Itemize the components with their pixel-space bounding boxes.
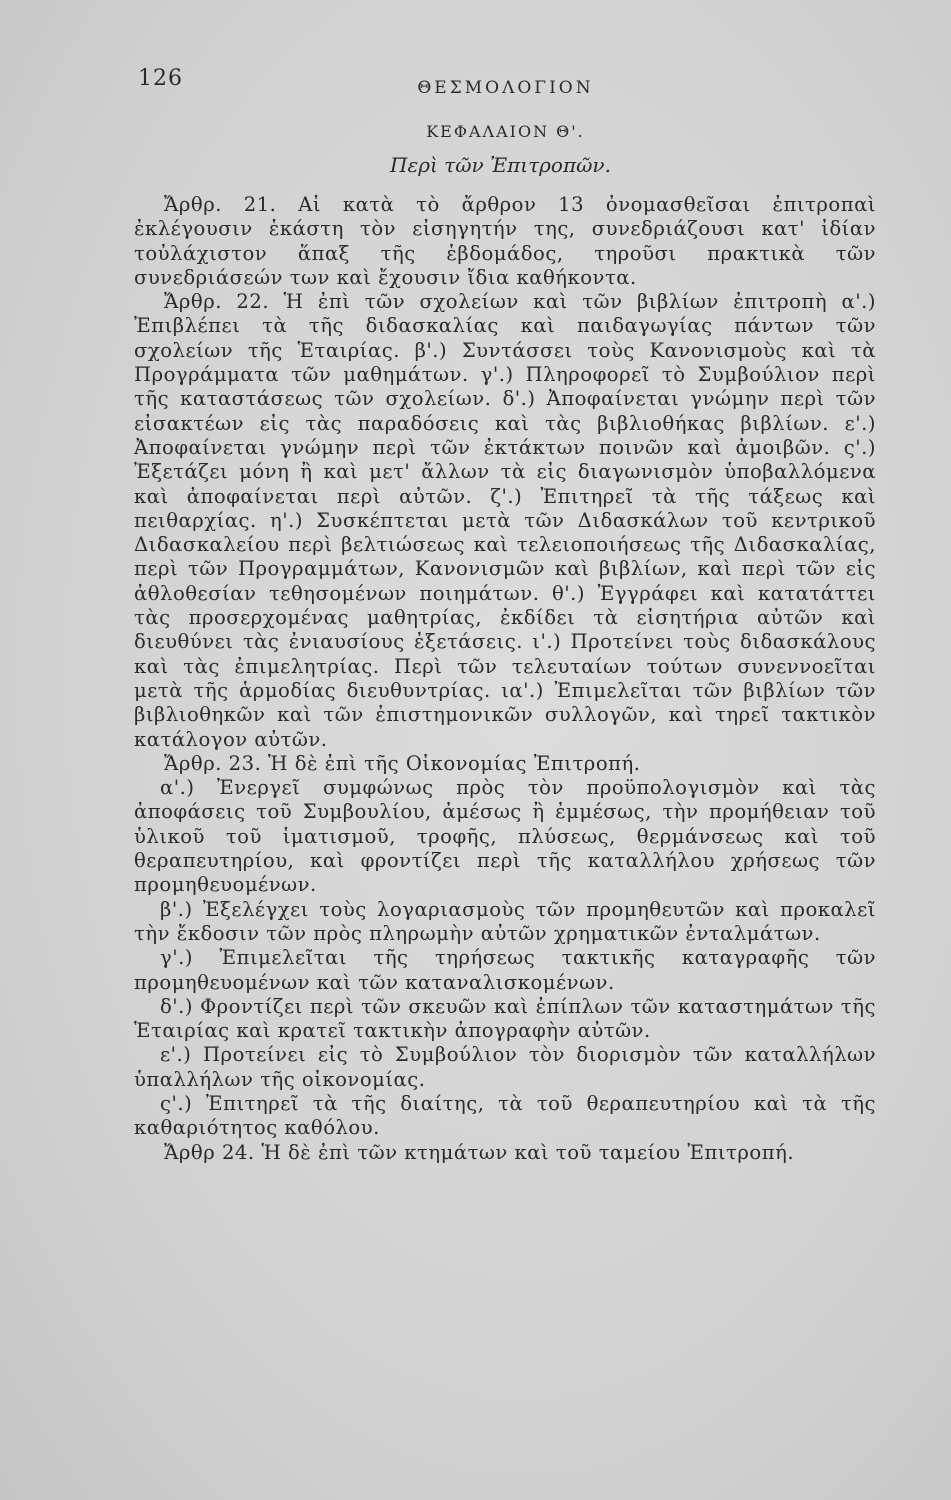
body-text [134,193,876,1165]
article-23-item-b: β'.) Ἐξελέγχει τοὺς λογαριασμοὺς τῶν προμηθευτῶν καὶ προκαλεῖ τὴν ἔκδοσιν τῶν πρὸς πληρωμὴν αὐτῶν χρηματικῶν ἐνταλμάτων. [134,897,876,945]
article-23-item-d: δ'.) Φροντίζει περὶ τῶν σκευῶν καὶ ἐπίπλων τῶν καταστημάτων τῆς Ἑταιρίας καὶ κρατεῖ τακτικὴν ἀπογραφὴν αὐτῶν. [134,994,876,1043]
article-23-item-c: γ'.) Ἐπιμελεῖται τῆς τηρήσεως τακτικῆς καταγραφῆς τῶν προμηθευομένων καὶ τῶν καταναλισκομένων. [134,946,876,994]
chapter-title: ΚΕΦΑΛΑΙΟΝ Θ'. [426,122,585,141]
article-23-item-f: ς'.) Ἐπιτηρεῖ τὰ τῆς διαίτης, τὰ τοῦ θεραπευτηρίου καὶ τὰ τῆς καθαριότητος καθόλου. [134,1091,876,1140]
running-head: ΘΕΣΜΟΛΟΓΙΟΝ [417,78,594,98]
article-22-paragraph: Ἄρθρ. 22. Ἡ ἐπὶ τῶν σχολείων καὶ τῶν βιβλίων ἐπιτροπὴ α'.) Ἐπιβλέπει τὰ τῆς διδασκαλίας καὶ παιδαγωγίας πάντων τῶν σχολείων τῆς Ἑταιρίας. β'.) Συντάσσει τοὺς Κανονισμοὺς καὶ τὰ Προγράμματα τῶν μαθημάτων. γ'.) Πληροφορεῖ τὸ Συμβούλιον περὶ τῆς καταστάσεως τῶν σχολείων. δ'.) Ἀποφαίνεται γνώμην περὶ τῶν εἰσακτέων εἰς τὰς παραδόσεις καὶ τὰς βιβλιοθήκας βιβλίων. ε'.) Ἀποφαίνεται γνώμην περὶ τῶν ἐκτάκτων ποινῶν καὶ ἀμοιβῶν. ς'.) Ἐξετάζει μόνη ἢ καὶ μετ' ἄλλων τὰ εἰς διαγωνισμὸν ὑποβαλλόμενα καὶ ἀποφαίνεται περὶ αὐτῶν. ζ'.) Ἐπιτηρεῖ τὰ τῆς τάξεως καὶ πειθαρχίας. η'.) Συσκέπτεται μετὰ τῶν Διδασκάλων τοῦ κεντρικοῦ Διδασκαλείου περὶ βελτιώσεως καὶ τελειοποιήσεως τῆς Διδασκαλίας, περὶ τῶν Προγραμμάτων, Κανονισμῶν καὶ βιβλίων, καὶ περὶ τῶν εἰς ἀθλοθεσίαν τεθησομένων ποιημάτων. θ'.) Ἐγγράφει καὶ κατατάττει τὰς προσερχομένας μαθητρίας, ἐκδίδει τὰ εἰσητήρια αὐτῶν καὶ διευθύνει τὰς ἐνιαυσίους ἐξετάσεις. ι'.) Προτείνει τοὺς διδασκάλους καὶ τὰς ἐπιμελητρίας. Περὶ τῶν τελευταίων τούτων συνεννοεῖται μετὰ τῆς ἁρμοδίας διευθυντρίας. ια'.) Ἐπιμελεῖται τῶν βιβλίων τῶν βιβλιοθηκῶν καὶ τῶν ἐπιστημονικῶν συλλογῶν, καὶ τηρεῖ τακτικὸν κατάλογον αὐτῶν. [134,290,876,751]
article-23-heading: Ἄρθρ. 23. Ἡ δὲ ἐπὶ τῆς Οἰκονομίας Ἐπιτροπή. [164,751,641,775]
article-21-paragraph: Ἄρθρ. 21. Αἱ κατὰ τὸ ἄρθρον 13 ὀνομασθεῖσαι ἐπιτροπαὶ ἐκλέγουσιν ἑκάστη τὸν εἰσηγητήν της, συνεδριάζουσι κατ' ἰδίαν τοὐλάχιστον ἅπαξ τῆς ἑβδομάδος, τηροῦσι πρακτικὰ τῶν συνεδριάσεών των καὶ ἔχουσιν ἴδια καθήκοντα. [134,193,876,289]
article-24-heading: Ἄρθρ 24. Ἡ δὲ ἐπὶ τῶν κτημάτων καὶ τοῦ ταμείου Ἐπιτροπή. [164,1140,795,1164]
page-number: 126 [138,66,183,91]
article-23-item-e: ε'.) Προτείνει εἰς τὸ Συμβούλιον τὸν διορισμὸν τῶν καταλλήλων ὑπαλλήλων τῆς οἰκονομίας. [134,1043,876,1091]
chapter-subtitle: Περὶ τῶν Ἐπιτροπῶν. [390,153,611,177]
article-23-item-a: α'.) Ἐνεργεῖ συμφώνως πρὸς τὸν προϋπολογισμὸν καὶ τὰς ἀποφάσεις τοῦ Συμβουλίου, ἀμέσως ἢ ἐμμέσως, τὴν προμήθειαν τοῦ ὑλικοῦ τοῦ ἱματισμοῦ, τροφῆς, πλύσεως, θερμάνσεως καὶ τοῦ θεραπευτηρίου, καὶ φροντίζει περὶ τῆς καταλλήλου χρήσεως τῶν προμηθευομένων. [134,776,876,897]
